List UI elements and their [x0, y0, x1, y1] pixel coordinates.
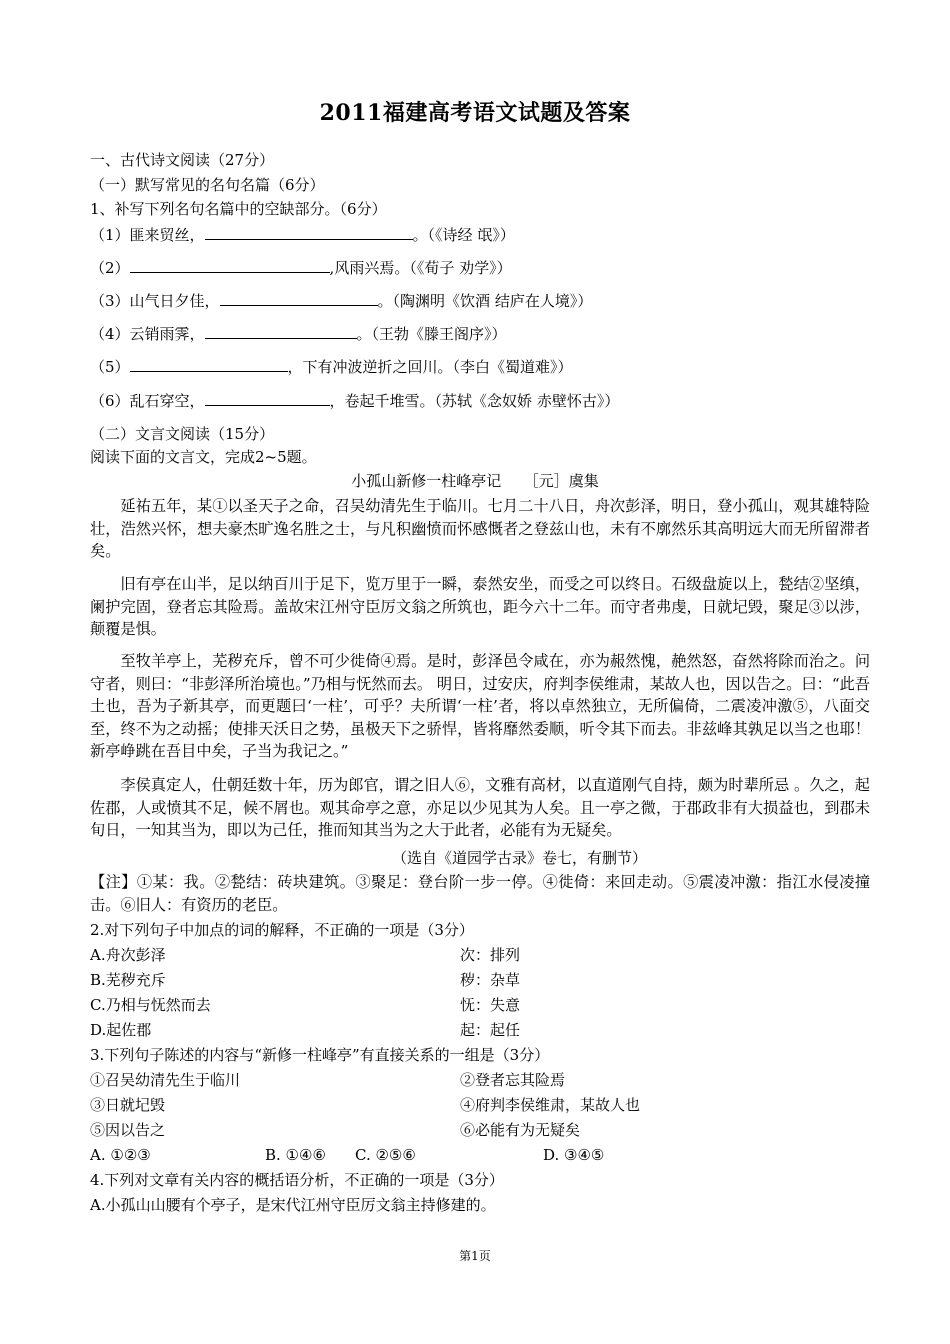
fill-item-3 [90, 291, 880, 311]
passage-source: （选自《道园学古录》卷七，有删节） [392, 849, 648, 867]
passage-paragraph-4: 李侯真定人，仕朝廷数十年，历为郎官，谓之旧人⑥，文雅有高材，以直道刚气自持，颇为时辈所忌 。久之，起佐郡，人或愤其不足，候不屑也。观其命亭之意，亦足以少见其为人矣。且一亭之微，于郡政非有大损益也，到郡未旬日，一知其当为，即以为己任，推而知其当为之大于此者，必能有为无疑矣。 [90, 776, 870, 839]
fill-item-1 [90, 225, 880, 245]
option-text: B.芜秽充斥 [90, 971, 166, 989]
fill-prefix: （1）匪来贸丝， [90, 226, 205, 244]
option-explanation: 起：起任 [460, 1021, 521, 1039]
option-explanation: 怃：失意 [460, 996, 521, 1014]
q3-item: ⑥必能有为无疑矣 [460, 1121, 581, 1139]
q4-option-a: A.小孤山山腰有个亭子，是宋代江州守臣厉文翁主持修建的。 [90, 1196, 496, 1214]
choice-d[interactable]: D. ③④⑤ [543, 1146, 605, 1164]
answer-blank[interactable] [130, 258, 330, 273]
q3-item: ③日就圮毁 [90, 1096, 166, 1114]
q2-option-d [90, 1020, 880, 1040]
fill-prefix: （2） [90, 259, 130, 277]
section-heading: 一、古代诗文阅读（27分） [90, 151, 275, 169]
passage-notes: 【注】①某：我。②甃结：砖块建筑。③聚足：登台阶一步一停。④徙倚：来回走动。⑤震凌冲激：指江水侵凌撞击。⑥旧人：有资历的老臣。 [90, 873, 870, 914]
passage-title: 小孤山新修一柱峰亭记 ［元］虞集 [351, 472, 599, 490]
question-2-stem: 2.对下列句子中加点的词的解释，不正确的一项是（3分） [90, 921, 474, 939]
answer-blank[interactable] [205, 225, 413, 240]
reading-instructions: 阅读下面的文言文，完成2~5题。 [90, 448, 317, 466]
passage-paragraph-1: 延祐五年，某①以圣天子之命，召吴幼清先生于临川。七月二十八日，舟次彭泽，明日，登小孤山，观其雄特险壮，浩然兴怀，想夫豪杰旷逸名胜之士，与凡积幽愤而怀感慨者之登兹山也，未有不廓然乐其高明远大而无所留滞者矣。 [90, 497, 870, 560]
option-text: D.起佐郡 [90, 1021, 152, 1039]
fill-suffix: ，卷起千堆雪。（苏轼《念奴娇 赤壁怀古》） [329, 392, 620, 410]
fill-prefix: （3）山气日夕佳， [90, 292, 220, 310]
q3-item: ④府判李侯维肃，某故人也 [460, 1096, 641, 1114]
passage-paragraph-3: 至牧羊亭上，芜秽充斥，曾不可少徙倚④焉。是时，彭泽邑令咸在，亦为赧然愧，赩然怒，奋然将除而治之。问守者，则曰：“非彭泽所治境也。”乃相与怃然而去。 明日，过安庆，府判李侯维肃，某故人也，因以告之。曰：“此吾土也，吾为子新其亭，而更题曰‘一柱’，可乎？夫所谓‘一柱’者，将以卓然独立，无所偏倚，二震凌冲激⑤，八面交至，终不为之动摇；使排天沃日之势，虽极天下之骄悍，皆将靡然委顺，听令其下而去。非兹峰其孰足以当之也耶！新亭峥跳在吾目中矣，子当为我记之。” [90, 652, 870, 760]
q3-items-row-1 [90, 1070, 880, 1090]
question-4-stem: 4.下列对文章有关内容的概括语分析，不正确的一项是（3分） [90, 1171, 504, 1189]
q2-option-c [90, 995, 880, 1015]
answer-blank[interactable] [130, 357, 288, 372]
fill-item-4 [90, 324, 880, 344]
question-3-stem: 3.下列句子陈述的内容与“新修一柱峰亭”有直接关系的一组是（3分） [90, 1046, 550, 1064]
fill-prefix: （5） [90, 358, 130, 376]
page-number: 第1页 [459, 1249, 491, 1263]
choice-c[interactable]: C. ②⑤⑥ [355, 1146, 416, 1164]
option-text: C.乃相与怃然而去 [90, 996, 211, 1014]
subsection-heading: （一）默写常见的名句名篇（6分） [90, 176, 325, 194]
fill-suffix: 。（陶渊明《饮酒 结庐在人境》） [377, 292, 593, 310]
fill-item-5 [90, 357, 880, 377]
q3-items-row-2 [90, 1095, 880, 1115]
q2-option-b [90, 970, 880, 990]
q3-item: ①召吴幼清先生于临川 [90, 1071, 241, 1089]
fill-item-6 [90, 391, 880, 411]
fill-suffix: ,风雨兴焉。（《荀子 劝学》） [329, 259, 512, 277]
page-title: 2011福建高考语文试题及答案 [319, 100, 631, 126]
answer-blank[interactable] [205, 324, 357, 339]
q3-item: ②登者忘其险焉 [460, 1071, 566, 1089]
answer-blank[interactable] [220, 291, 378, 306]
answer-blank[interactable] [205, 391, 330, 406]
subsection-heading: （二）文言文阅读（15分） [90, 425, 275, 443]
choice-a[interactable]: A. ①②③ [90, 1146, 151, 1164]
fill-prefix: （6）乱石穿空， [90, 392, 205, 410]
choice-b[interactable]: B. ①④⑥ [265, 1146, 326, 1164]
option-text: A.舟次彭泽 [90, 946, 166, 964]
fill-prefix: （4）云销雨霁， [90, 325, 205, 343]
option-explanation: 秽：杂草 [460, 971, 521, 989]
q3-item: ⑤因以告之 [90, 1121, 166, 1139]
q3-items-row-3 [90, 1120, 880, 1140]
q2-option-a [90, 945, 880, 965]
fill-suffix: ，下有冲波逆折之回川。（李白《蜀道难》） [287, 358, 573, 376]
fill-suffix: 。（王勃《滕王阁序》） [356, 325, 507, 343]
passage-paragraph-2: 旧有亭在山半，足以纳百川于足下，览万里于一瞬，泰然安坐，而受之可以终日。石级盘旋以上，甃结②坚缜，阑护完固，登者忘其险焉。盖故宋江州守臣厉文翁之所筑也，距今六十二年。而守者弗虔，日就圮毁，聚足③以涉，颠覆是惧。 [90, 575, 870, 638]
fill-suffix: 。（《诗经 氓》） [412, 226, 515, 244]
question-1-stem: 1、补写下列名句名篇中的空缺部分。（6分） [90, 200, 387, 218]
fill-item-2 [90, 258, 880, 278]
option-explanation: 次：排列 [460, 946, 521, 964]
